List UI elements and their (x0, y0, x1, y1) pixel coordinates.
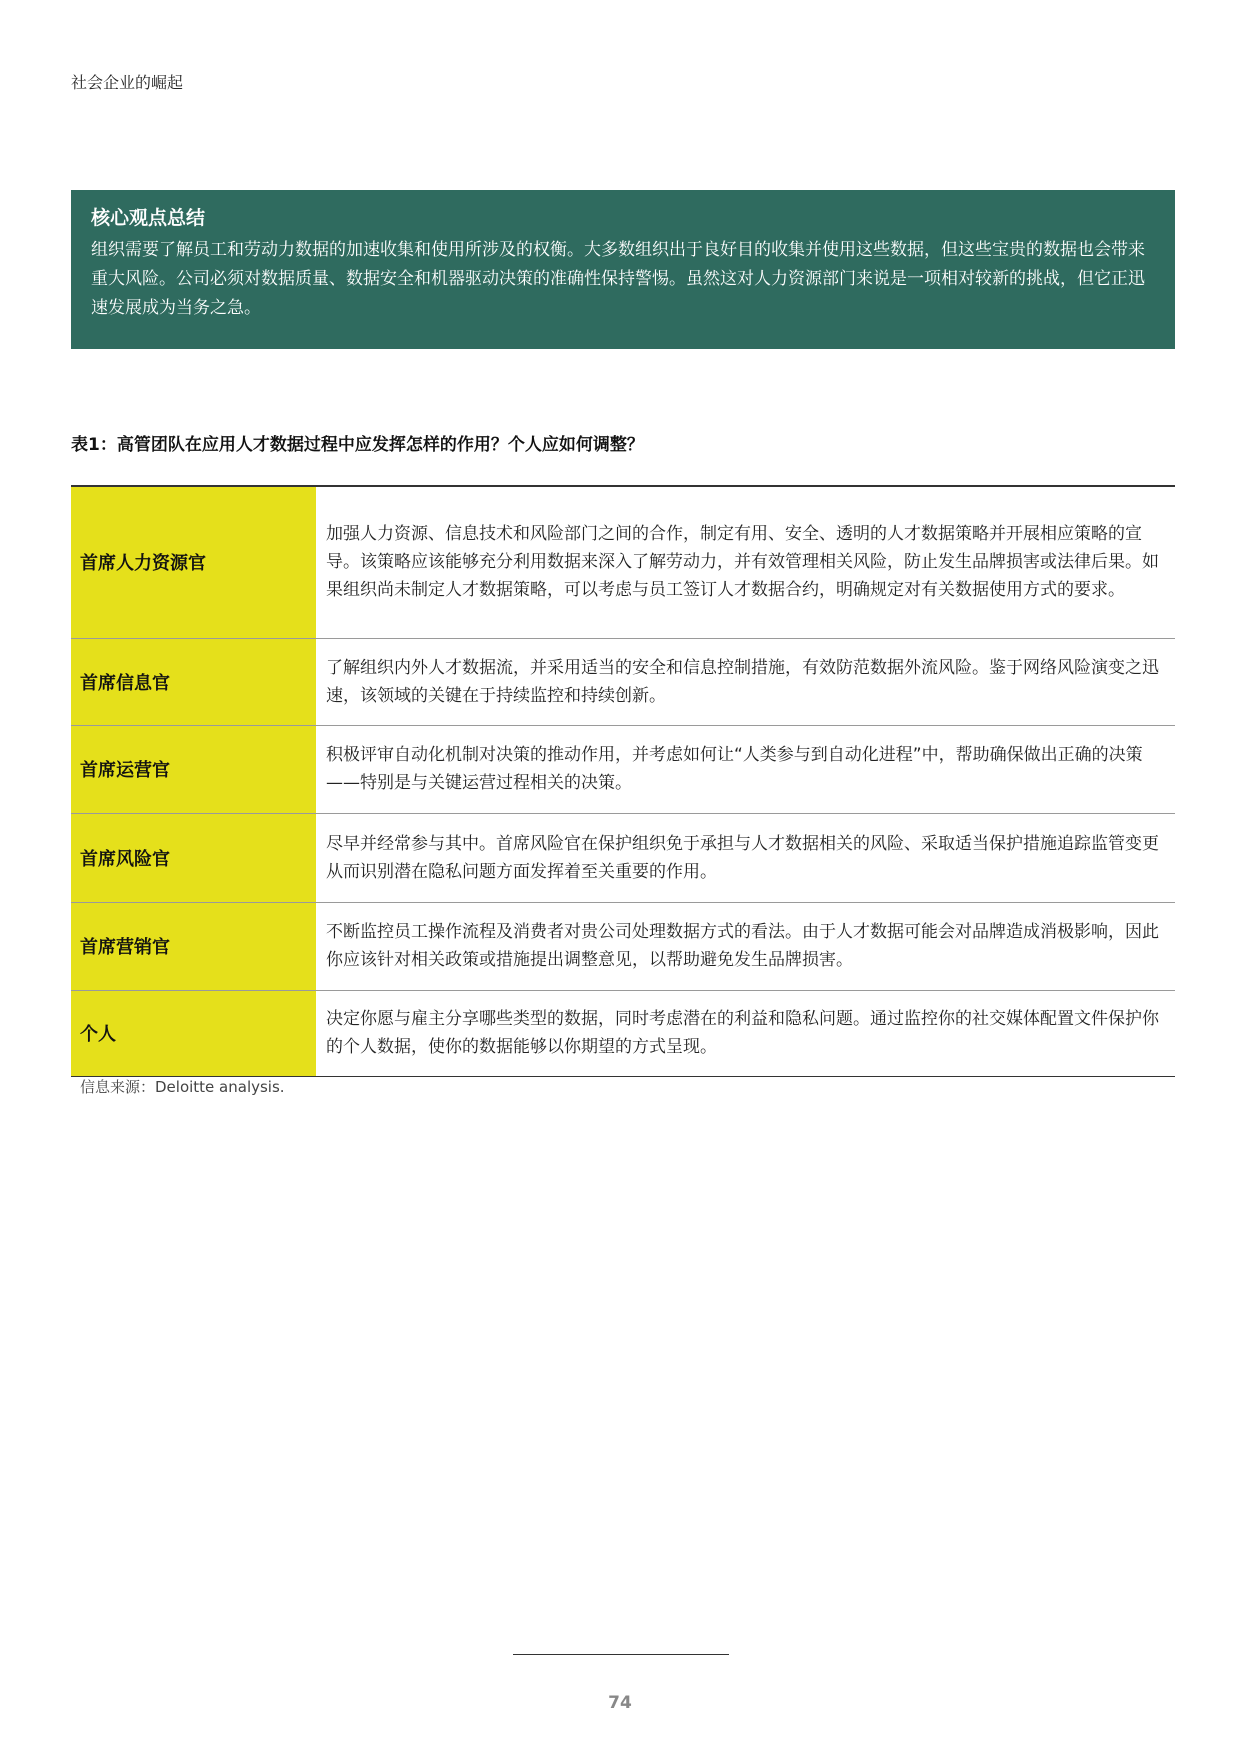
role-cell: 首席风险官 (71, 813, 316, 902)
table-row (71, 813, 1175, 902)
table-row (71, 486, 1175, 638)
source-note: 信息来源：Deloitte analysis. (80, 1078, 285, 1096)
table-row (71, 902, 1175, 990)
footer-divider (513, 1654, 729, 1655)
key-points-body: 组织需要了解员工和劳动力数据的加速收集和使用所涉及的权衡。大多数组织出于良好目的收集并使用这些数据，但这些宝贵的数据也会带来重大风险。公司必须对数据质量、数据安全和机器驱动决策的准确性保持警惕。虽然这对人力资源部门来说是一项相对较新的挑战，但它正迅速发展成为当务之急。 (91, 240, 1145, 318)
description-cell: 决定你愿与雇主分享哪些类型的数据，同时考虑潜在的利益和隐私问题。通过监控你的社交媒体配置文件保护你的个人数据，使你的数据能够以你期望的方式呈现。 (326, 1009, 1159, 1057)
description-cell: 不断监控员工操作流程及消费者对贵公司处理数据方式的看法。由于人才数据可能会对品牌造成消极影响，因此你应该针对相关政策或措施提出调整意见，以帮助避免发生品牌损害。 (326, 922, 1159, 970)
table-row (71, 638, 1175, 725)
key-points-title: 核心观点总结 (91, 207, 206, 229)
role-cell: 首席营销官 (71, 902, 316, 990)
table-row (71, 725, 1175, 813)
role-cell: 个人 (71, 990, 316, 1076)
role-cell: 首席运营官 (71, 725, 316, 813)
description-cell: 了解组织内外人才数据流，并采用适当的安全和信息控制措施，有效防范数据外流风险。鉴于网络风险演变之迅速，该领域的关键在于持续监控和持续创新。 (326, 657, 1159, 706)
page-number: 74 (608, 1693, 632, 1713)
role-cell: 首席信息官 (71, 638, 316, 725)
table-row (71, 990, 1175, 1076)
description-cell: 积极评审自动化机制对决策的推动作用，并考虑如何让“人类参与到自动化进程”中，帮助确保做出正确的决策——特别是与关键运营过程相关的决策。 (326, 745, 1143, 793)
description-cell: 尽早并经常参与其中。首席风险官在保护组织免于承担与人才数据相关的风险、采取适当保护措施追踪监管变更从而识别潜在隐私问题方面发挥着至关重要的作用。 (326, 833, 1159, 882)
roles-table (71, 485, 1175, 1077)
key-points-box (71, 190, 1175, 349)
table-caption: 表1：高管团队在应用人才数据过程中应发挥怎样的作用？个人应如何调整？ (71, 435, 644, 455)
description-cell: 加强人力资源、信息技术和风险部门之间的合作，制定有用、安全、透明的人才数据策略并开展相应策略的宣导。该策略应该能够充分利用数据来深入了解劳动力，并有效管理相关风险，防止发生品牌损害或法律后果。如果组织尚未制定人才数据策略，可以考虑与员工签订人才数据合约，明确规定对有关数据使用方式的要求。 (326, 524, 1159, 601)
role-cell: 首席人力资源官 (71, 486, 316, 638)
running-header: 社会企业的崛起 (71, 73, 184, 92)
